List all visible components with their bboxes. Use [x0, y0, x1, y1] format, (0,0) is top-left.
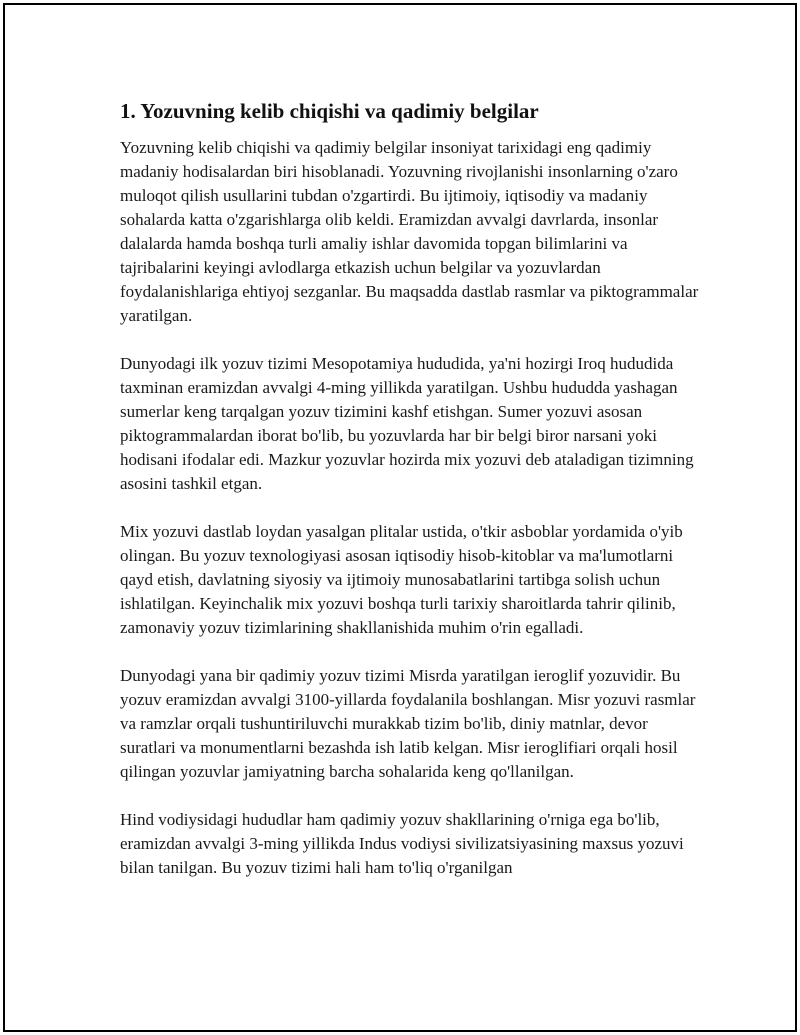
- paragraph-indus-valley: Hind vodiysidagi hududlar ham qadimiy yozuv shakllarining o'rniga ega bo'lib, eramizdan avvalgi 3-ming yillikda Indus vodiysi sivilizatsiyasining maxsus yozuvi bilan tanilgan. Bu yozuv tizimi hali ham to'liq o'rganilgan: [120, 810, 684, 877]
- paragraph-mesopotamia: Dunyodagi ilk yozuv tizimi Mesopotamiya hududida, ya'ni hozirgi Iroq hududida taxminan eramizdan avvalgi 4-ming yillikda yaratilgan. Ushbu hududda yashagan sumerlar keng tarqalgan yozuv tizimini kashf etishgan. Sumer yozuvi asosan piktogrammalardan iborat bo'lib, bu yozuvlarda har bir belgi biror narsani yoki hodisani ifodalar edi. Mazkur yozuvlar hozirda mix yozuvi deb ataladigan tizimning asosini tashkil etgan.: [120, 354, 694, 493]
- section-heading: 1. Yozuvning kelib chiqishi va qadimiy belgilar: [120, 99, 539, 123]
- paragraph-cuneiform: Mix yozuvi dastlab loydan yasalgan plitalar ustida, o'tkir asboblar yordamida o'yib olingan. Bu yozuv texnologiyasi asosan iqtisodiy hisob-kitoblar va ma'lumotlarni qayd etish, davlatning siyosiy va ijtimoiy munosabatlarini tartibga solish uchun ishlatilgan. Keyinchalik mix yozuvi boshqa turli tarixiy sharoitlarda tahrir qilinib, zamonaviy yozuv tizimlarining shakllanishida muhim o'rin egalladi.: [120, 522, 683, 637]
- paragraph-origin-of-writing: Yozuvning kelib chiqishi va qadimiy belgilar insoniyat tarixidagi eng qadimiy madaniy hodisalardan biri hisoblanadi. Yozuvning rivojlanishi insonlarning o'zaro muloqot qilish usullarini tubdan o'zgartirdi. Bu ijtimoiy, iqtisodiy va madaniy sohalarda katta o'zgarishlarga olib keldi. Eramizdan avvalgi davrlarda, insonlar dalalarda hamda boshqa turli amaliy ishlar davomida topgan bilimlarini va tajribalarini keyingi avlodlarga etkazish uchun belgilar va yozuvlardan foydalanishlariga ehtiyoj sezganlar. Bu maqsadda dastlab rasmlar va piktogrammalar yaratilgan.: [120, 138, 699, 325]
- page-frame: [3, 3, 797, 1032]
- document-body: [120, 97, 700, 904]
- paragraph-egyptian-hieroglyphs: Dunyodagi yana bir qadimiy yozuv tizimi Misrda yaratilgan ieroglif yozuvidir. Bu yozuv eramizdan avvalgi 3100-yillarda foydalanila boshlangan. Misr yozuvi rasmlar va ramzlar orqali tushuntiriluvchi murakkab tizim bo'lib, diniy matnlar, devor suratlari va monumentlarni bezashda ish latib kelgan. Misr ieroglifiari orqali hosil qilingan yozuvlar jamiyatning barcha sohalarida keng qo'llanilgan.: [120, 666, 696, 781]
